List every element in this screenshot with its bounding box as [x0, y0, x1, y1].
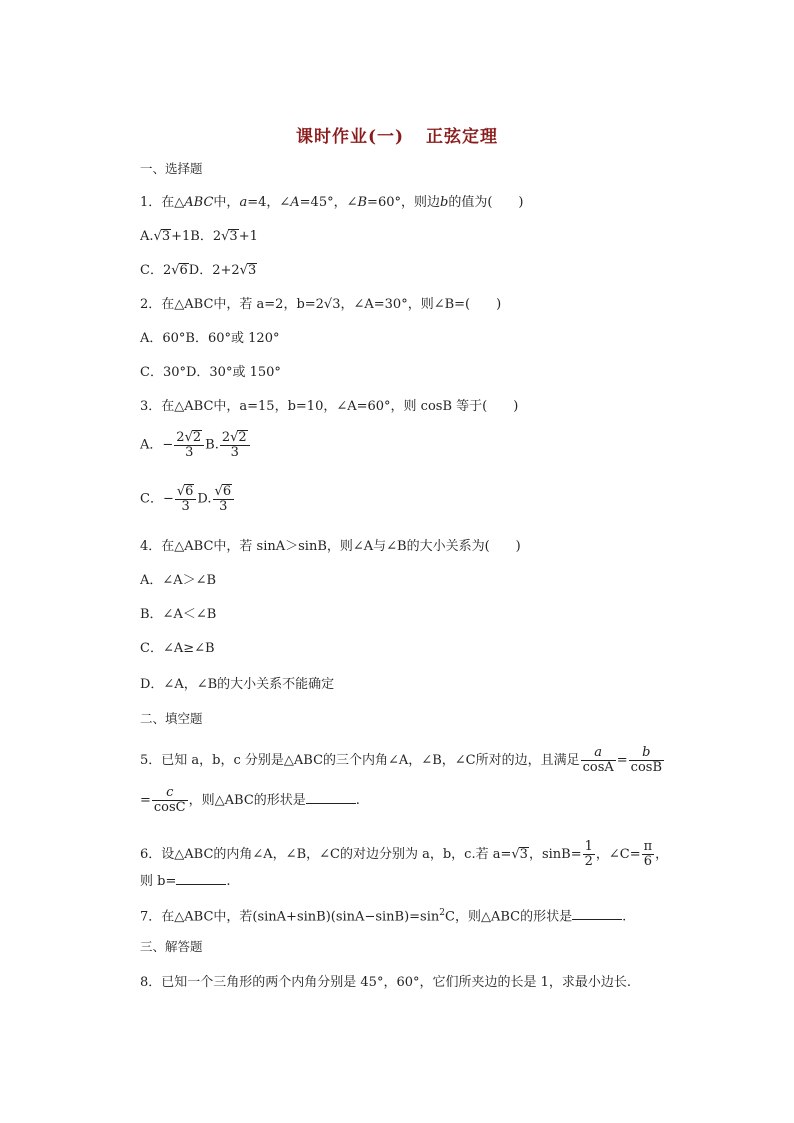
question-4-stem: 4．在△ABC中，若 sinA＞sinB，则∠A与∠B的大小关系为( )	[140, 539, 521, 554]
title-main: 课时作业(一)	[295, 127, 405, 147]
section-heading-choice: 一、选择题	[140, 161, 203, 176]
question-1-stem: 1．在△ABC中，a=4，∠A=45°，∠B=60°，则边b的值为( )	[140, 195, 524, 210]
question-3-stem: 3．在△ABC中，a=15，b=10，∠A=60°，则 cosB 等于( )	[140, 399, 519, 414]
question-2-options-ab: A．60°B．60°或 120°	[140, 331, 280, 346]
fraction: $\frac{c}{\cos C}$	[153, 785, 186, 815]
page-title	[0, 122, 794, 147]
question-6-line-2: 则 b= .	[140, 874, 231, 889]
question-5-line-2: = $\frac{c}{\cos C}$ ，则△ABC的形状是 .	[140, 785, 360, 815]
question-2-stem: 2．在△ABC中，若 a=2，b=2√3，∠A=30°，则∠B=( )	[140, 297, 502, 312]
question-1-options-ab: A.√3+1B．2√3+1	[140, 229, 258, 244]
fraction: $\frac{b}{\cos B}$	[630, 745, 663, 775]
question-1-options-cd: C．2√6D．2+2√3	[140, 263, 257, 278]
fraction: $\frac{2√2}{3}$	[174, 430, 204, 460]
fraction: $\frac{√6}{3}$	[175, 484, 197, 514]
question-7-stem: 7．在△ABC中，若$(\sin A+\sin B)(\sin A-\sin B)=\sin^2C$，则△ABC的形状是 .	[140, 908, 627, 925]
question-2-options-cd: C．30°D．30°或 150°	[140, 365, 281, 380]
answer-blank[interactable]	[306, 791, 356, 804]
question-3-options-cd: C．− $\frac{√6}{3}$ D. $\frac{√6}{3}$	[140, 484, 235, 514]
question-6-line-1: 6．设△ABC的内角∠A，∠B，∠C的对边分别为 a，b，c.若 a=√3，sinB= $\frac{1}{2}$ ，∠C= $\frac{\pi}{6}$ ，	[140, 839, 669, 869]
question-4-option-a: A．∠A＞∠B	[140, 573, 217, 588]
fraction: $\frac{\pi}{6}$	[643, 839, 653, 869]
fraction: $\frac{√6}{3}$	[213, 484, 235, 514]
question-8-stem: 8．已知一个三角形的两个内角分别是 45°，60°，它们所夹边的长是 1，求最小边长.	[140, 975, 632, 990]
question-3-options-ab: A．− $\frac{2√2}{3}$ B. $\frac{2√2}{3}$	[140, 430, 251, 460]
answer-blank[interactable]	[176, 872, 226, 885]
question-4-option-b: B．∠A＜∠B	[140, 607, 217, 622]
question-5-line-1: 5．已知 a，b，c 分别是△ABC的三个内角∠A，∠B，∠C所对的边，且满足 $\frac{a}{\cos A}$ = $\frac{b}{\cos B}$	[140, 745, 663, 775]
section-heading-fill: 二、填空题	[140, 711, 203, 726]
section-heading-solve: 三、解答题	[140, 939, 203, 954]
question-4-option-d: D．∠A，∠B的大小关系不能确定	[140, 677, 335, 692]
fraction: $\frac{a}{\cos A}$	[582, 745, 614, 775]
fraction: $\frac{1}{2}$	[584, 839, 593, 869]
question-4-option-c: C．∠A≥∠B	[140, 641, 215, 656]
title-sub: 正弦定理	[426, 127, 499, 147]
fraction: $\frac{2√2}{3}$	[220, 430, 250, 460]
answer-blank[interactable]	[572, 907, 622, 920]
